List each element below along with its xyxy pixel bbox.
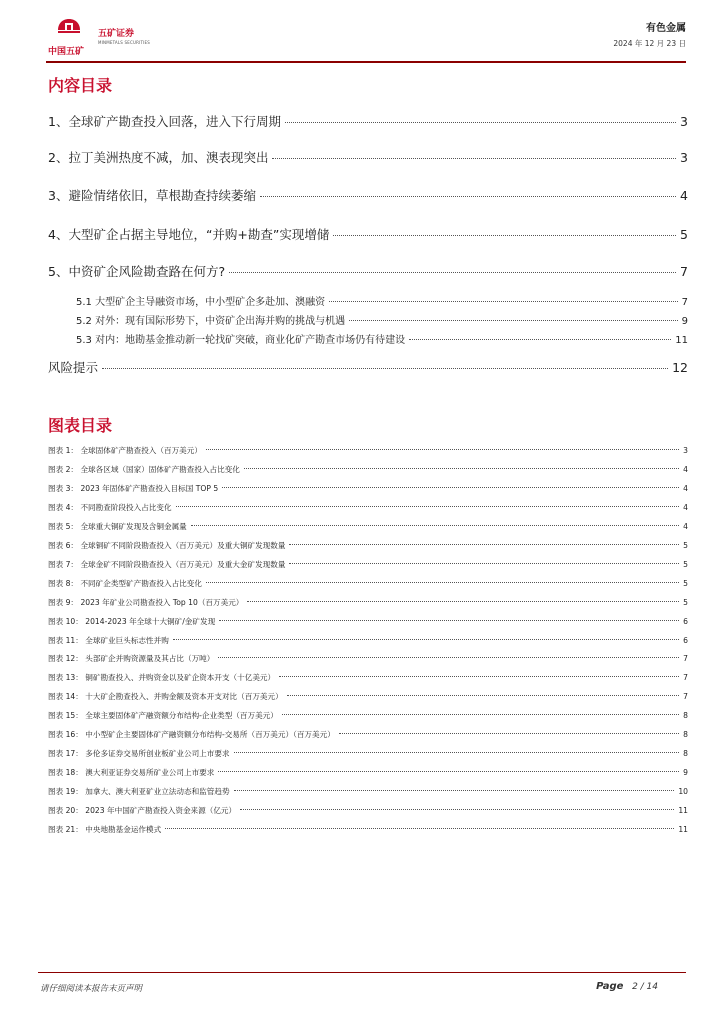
figure-entry[interactable]: [48, 653, 688, 664]
toc-leader-dots: [285, 122, 676, 123]
toc-leader-dots: [102, 368, 668, 369]
toc-entry-label: 图表 13： 铜矿勘查投入、并购资金以及矿企资本开支（十亿美元）: [48, 673, 276, 683]
toc-entry-label: 图表 21： 中央地勘基金运作模式: [48, 825, 162, 834]
figure-entry[interactable]: [48, 710, 688, 721]
toc-entry-label: 图表 2： 全球各区域（国家）固体矿产勘查投入占比变化: [48, 464, 240, 474]
toc-leader-dots: [279, 676, 679, 677]
toc-entry-label: 5.1 大型矿企主导融资市场，中小型矿企多赴加、澳融资: [76, 297, 326, 308]
figure-entry[interactable]: [48, 445, 688, 456]
toc-entry-label: 图表 7： 全球金矿不同阶段勘查投入（百万美元）及重大金矿发现数量: [48, 559, 286, 569]
figure-entry[interactable]: [48, 748, 688, 759]
header-divider: [46, 61, 686, 63]
report-category: 有色金属: [646, 23, 686, 34]
report-date: 2024 年 12 月 23 日: [613, 39, 686, 48]
page-header: [0, 0, 724, 62]
toc-entry[interactable]: [48, 225, 688, 243]
toc-leader-dots: [244, 468, 679, 469]
toc-entry-label: 3、避险情绪依旧，草根勘查持续萎缩: [48, 188, 256, 203]
toc-entry[interactable]: [48, 148, 688, 166]
toc-entry-page: 3: [680, 114, 688, 129]
toc-entry-page: 5: [683, 597, 688, 607]
toc-leader-dots: [206, 582, 679, 583]
figure-entry[interactable]: [48, 483, 688, 494]
toc-entry-page: 5: [683, 540, 688, 550]
toc-leader-dots: [234, 752, 680, 753]
page-label: Page: [596, 981, 624, 992]
figure-entry[interactable]: [48, 672, 688, 683]
toc-entry[interactable]: [48, 112, 688, 130]
toc-entry-label: 图表 3： 2023 年固体矿产勘查投入目标国 TOP 5: [48, 483, 219, 493]
toc-subentry[interactable]: [76, 331, 688, 346]
toc-leader-dots: [272, 158, 676, 159]
toc-entry-page: 3: [680, 150, 688, 165]
toc-leader-dots: [176, 506, 680, 507]
toc-leader-dots: [409, 339, 671, 340]
toc-entry-label: 图表 16： 中小型矿企主要固体矿产融资额分布结构-交易所（百万美元）（百万美元）: [48, 730, 335, 740]
toc-leader-dots: [287, 695, 679, 696]
toc-entry-label: 图表 5： 全球重大铜矿发现及含铜金属量: [48, 521, 187, 531]
figure-entry[interactable]: [48, 786, 688, 797]
toc-leader-dots: [218, 771, 679, 772]
toc-entry-label: 5.3 对内：地勘基金推动新一轮找矿突破，商业化矿产勘查市场仍有待建设: [76, 335, 406, 346]
toc-subentry[interactable]: [76, 293, 688, 308]
toc-leader-dots: [234, 790, 675, 791]
toc-leader-dots: [329, 301, 678, 302]
company-logo: [46, 18, 150, 57]
toc-entry-page: 7: [683, 673, 688, 683]
toc-leader-dots: [191, 525, 679, 526]
toc-leader-dots: [333, 235, 676, 236]
toc-entry-page: 7: [681, 297, 688, 308]
toc-entry-label: 图表 4： 不同勘查阶段投入占比变化: [48, 502, 172, 512]
toc-entry-label: 4、大型矿企占据主导地位，“并购+勘查”实现增储: [48, 227, 330, 242]
toc-entry-page: 8: [683, 730, 688, 740]
toc-entry-label: 图表 12： 头部矿企并购资源量及其占比（万吨）: [48, 654, 215, 664]
toc-entry-label: 图表 11： 全球矿业巨头标志性并购: [48, 635, 169, 645]
toc-entry-page: 10: [678, 787, 688, 797]
toc-entry-page: 7: [683, 692, 688, 702]
toc-entry-page: 7: [683, 654, 688, 664]
toc-leader-dots: [222, 487, 679, 488]
toc-entry-page: 5: [683, 559, 688, 569]
toc-leader-dots: [206, 449, 679, 450]
figure-entry[interactable]: [48, 578, 688, 589]
toc-entry-label: 图表 19： 加拿大、澳大利亚矿业立法动态和监管趋势: [48, 787, 230, 797]
toc-entry-label: 图表 14： 十大矿企勘查投入、并购金额及资本开支对比（百万美元）: [48, 692, 283, 702]
toc-entry-label: 5、中资矿企风险勘查路在何方?: [48, 264, 226, 279]
figure-entry[interactable]: [48, 635, 688, 646]
toc-leader-dots: [247, 601, 679, 602]
toc-entry-label: 图表 8： 不同矿企类型矿产勘查投入占比变化: [48, 578, 202, 588]
toc-entry[interactable]: [48, 262, 688, 280]
toc-entry-page: 6: [683, 635, 688, 645]
figure-entry[interactable]: [48, 502, 688, 513]
figure-entry[interactable]: [48, 767, 688, 778]
toc-entry-page: 4: [683, 502, 688, 512]
figure-entry[interactable]: [48, 805, 688, 816]
figure-entry[interactable]: [48, 691, 688, 702]
logo-text-securities-en: MINMETALS SECURITIES: [98, 40, 150, 45]
figure-entry[interactable]: [48, 540, 688, 551]
toc-entry-page: 9: [683, 768, 688, 778]
toc-entry-label: 图表 20： 2023 年中国矿产勘查投入资金来源（亿元）: [48, 806, 237, 816]
footer-disclaimer: 请仔细阅读本报告末页声明: [40, 984, 143, 994]
toc-title: 内容目录: [48, 76, 113, 95]
toc-entry[interactable]: [48, 186, 688, 204]
toc-entry-label: 图表 17： 多伦多证券交易所创业板矿业公司上市要求: [48, 749, 230, 759]
toc-entry-page: 11: [678, 806, 688, 816]
toc-entry-page: 6: [683, 616, 688, 626]
toc-entry-label: 5.2 对外：现有国际形势下，中资矿企出海并购的挑战与机遇: [76, 316, 346, 327]
figure-entry[interactable]: [48, 464, 688, 475]
toc-leader-dots: [289, 544, 679, 545]
figure-entry[interactable]: [48, 616, 688, 627]
toc-entry-page: 4: [683, 483, 688, 493]
page-indicator: [596, 981, 658, 992]
toc-entry-page: 9: [681, 316, 688, 327]
toc-entry-page: 5: [683, 578, 688, 588]
toc-entry-label: 风险提示: [48, 360, 99, 375]
toc-leader-dots: [240, 809, 674, 810]
toc-entry-label: 图表 9： 2023 年矿业公司勘查投入 Top 10（百万美元）: [48, 597, 244, 607]
footer-divider: [38, 972, 686, 973]
toc-leader-dots: [289, 563, 679, 564]
toc-entry-label: 图表 6： 全球铜矿不同阶段勘查投入（百万美元）及重大铜矿发现数量: [48, 540, 286, 550]
minmetals-logo-icon: [56, 18, 82, 40]
figure-entry[interactable]: [48, 597, 688, 608]
toc-entry-page: 11: [678, 825, 688, 834]
figure-entry[interactable]: [48, 824, 688, 835]
figure-entry[interactable]: [48, 729, 688, 740]
toc-leader-dots: [218, 657, 679, 658]
toc-leader-dots: [339, 733, 679, 734]
toc-entry-label: 2、拉丁美洲热度不减，加、澳表现突出: [48, 150, 269, 165]
logo-text-securities: 五矿证券: [98, 29, 135, 39]
toc-entry-page: 4: [683, 464, 688, 474]
toc-entry-label: 图表 10： 2014-2023 年全球十大铜矿/金矿发现: [48, 616, 216, 626]
toc-leader-dots: [165, 828, 674, 829]
toc-entry-page: 8: [683, 711, 688, 721]
toc-entry-page: 7: [680, 264, 688, 279]
figure-entry[interactable]: [48, 521, 688, 532]
toc-entry-label: 1、全球矿产勘查投入回落，进入下行周期: [48, 114, 281, 129]
toc-entry-label: 图表 15： 全球主要固体矿产融资额分布结构-企业类型（百万美元）: [48, 711, 278, 721]
toc-entry-label: 图表 1： 全球固体矿产勘查投入（百万美元）: [48, 446, 202, 455]
toc-leader-dots: [229, 272, 676, 273]
figures-title: 图表目录: [48, 416, 113, 435]
toc-entry-risk[interactable]: [48, 358, 688, 376]
logo-text-cn: 中国五矿: [48, 47, 85, 57]
toc-leader-dots: [173, 639, 679, 640]
toc-leader-dots: [260, 196, 676, 197]
page-number: 2 / 14: [632, 982, 658, 992]
toc-leader-dots: [219, 620, 679, 621]
toc-entry-page: 5: [680, 227, 688, 242]
toc-entry-page: 11: [675, 335, 688, 346]
toc-leader-dots: [349, 320, 678, 321]
toc-entry-page: 12: [672, 360, 688, 375]
toc-entry-page: 4: [683, 521, 688, 531]
figure-entry[interactable]: [48, 559, 688, 570]
toc-entry-label: 图表 18： 澳大利亚证券交易所矿业公司上市要求: [48, 768, 215, 778]
toc-entry-page: 4: [680, 188, 688, 203]
toc-entry-page: 3: [683, 446, 688, 455]
toc-entry-page: 8: [683, 749, 688, 759]
toc-subentry[interactable]: [76, 312, 688, 327]
toc-leader-dots: [282, 714, 679, 715]
